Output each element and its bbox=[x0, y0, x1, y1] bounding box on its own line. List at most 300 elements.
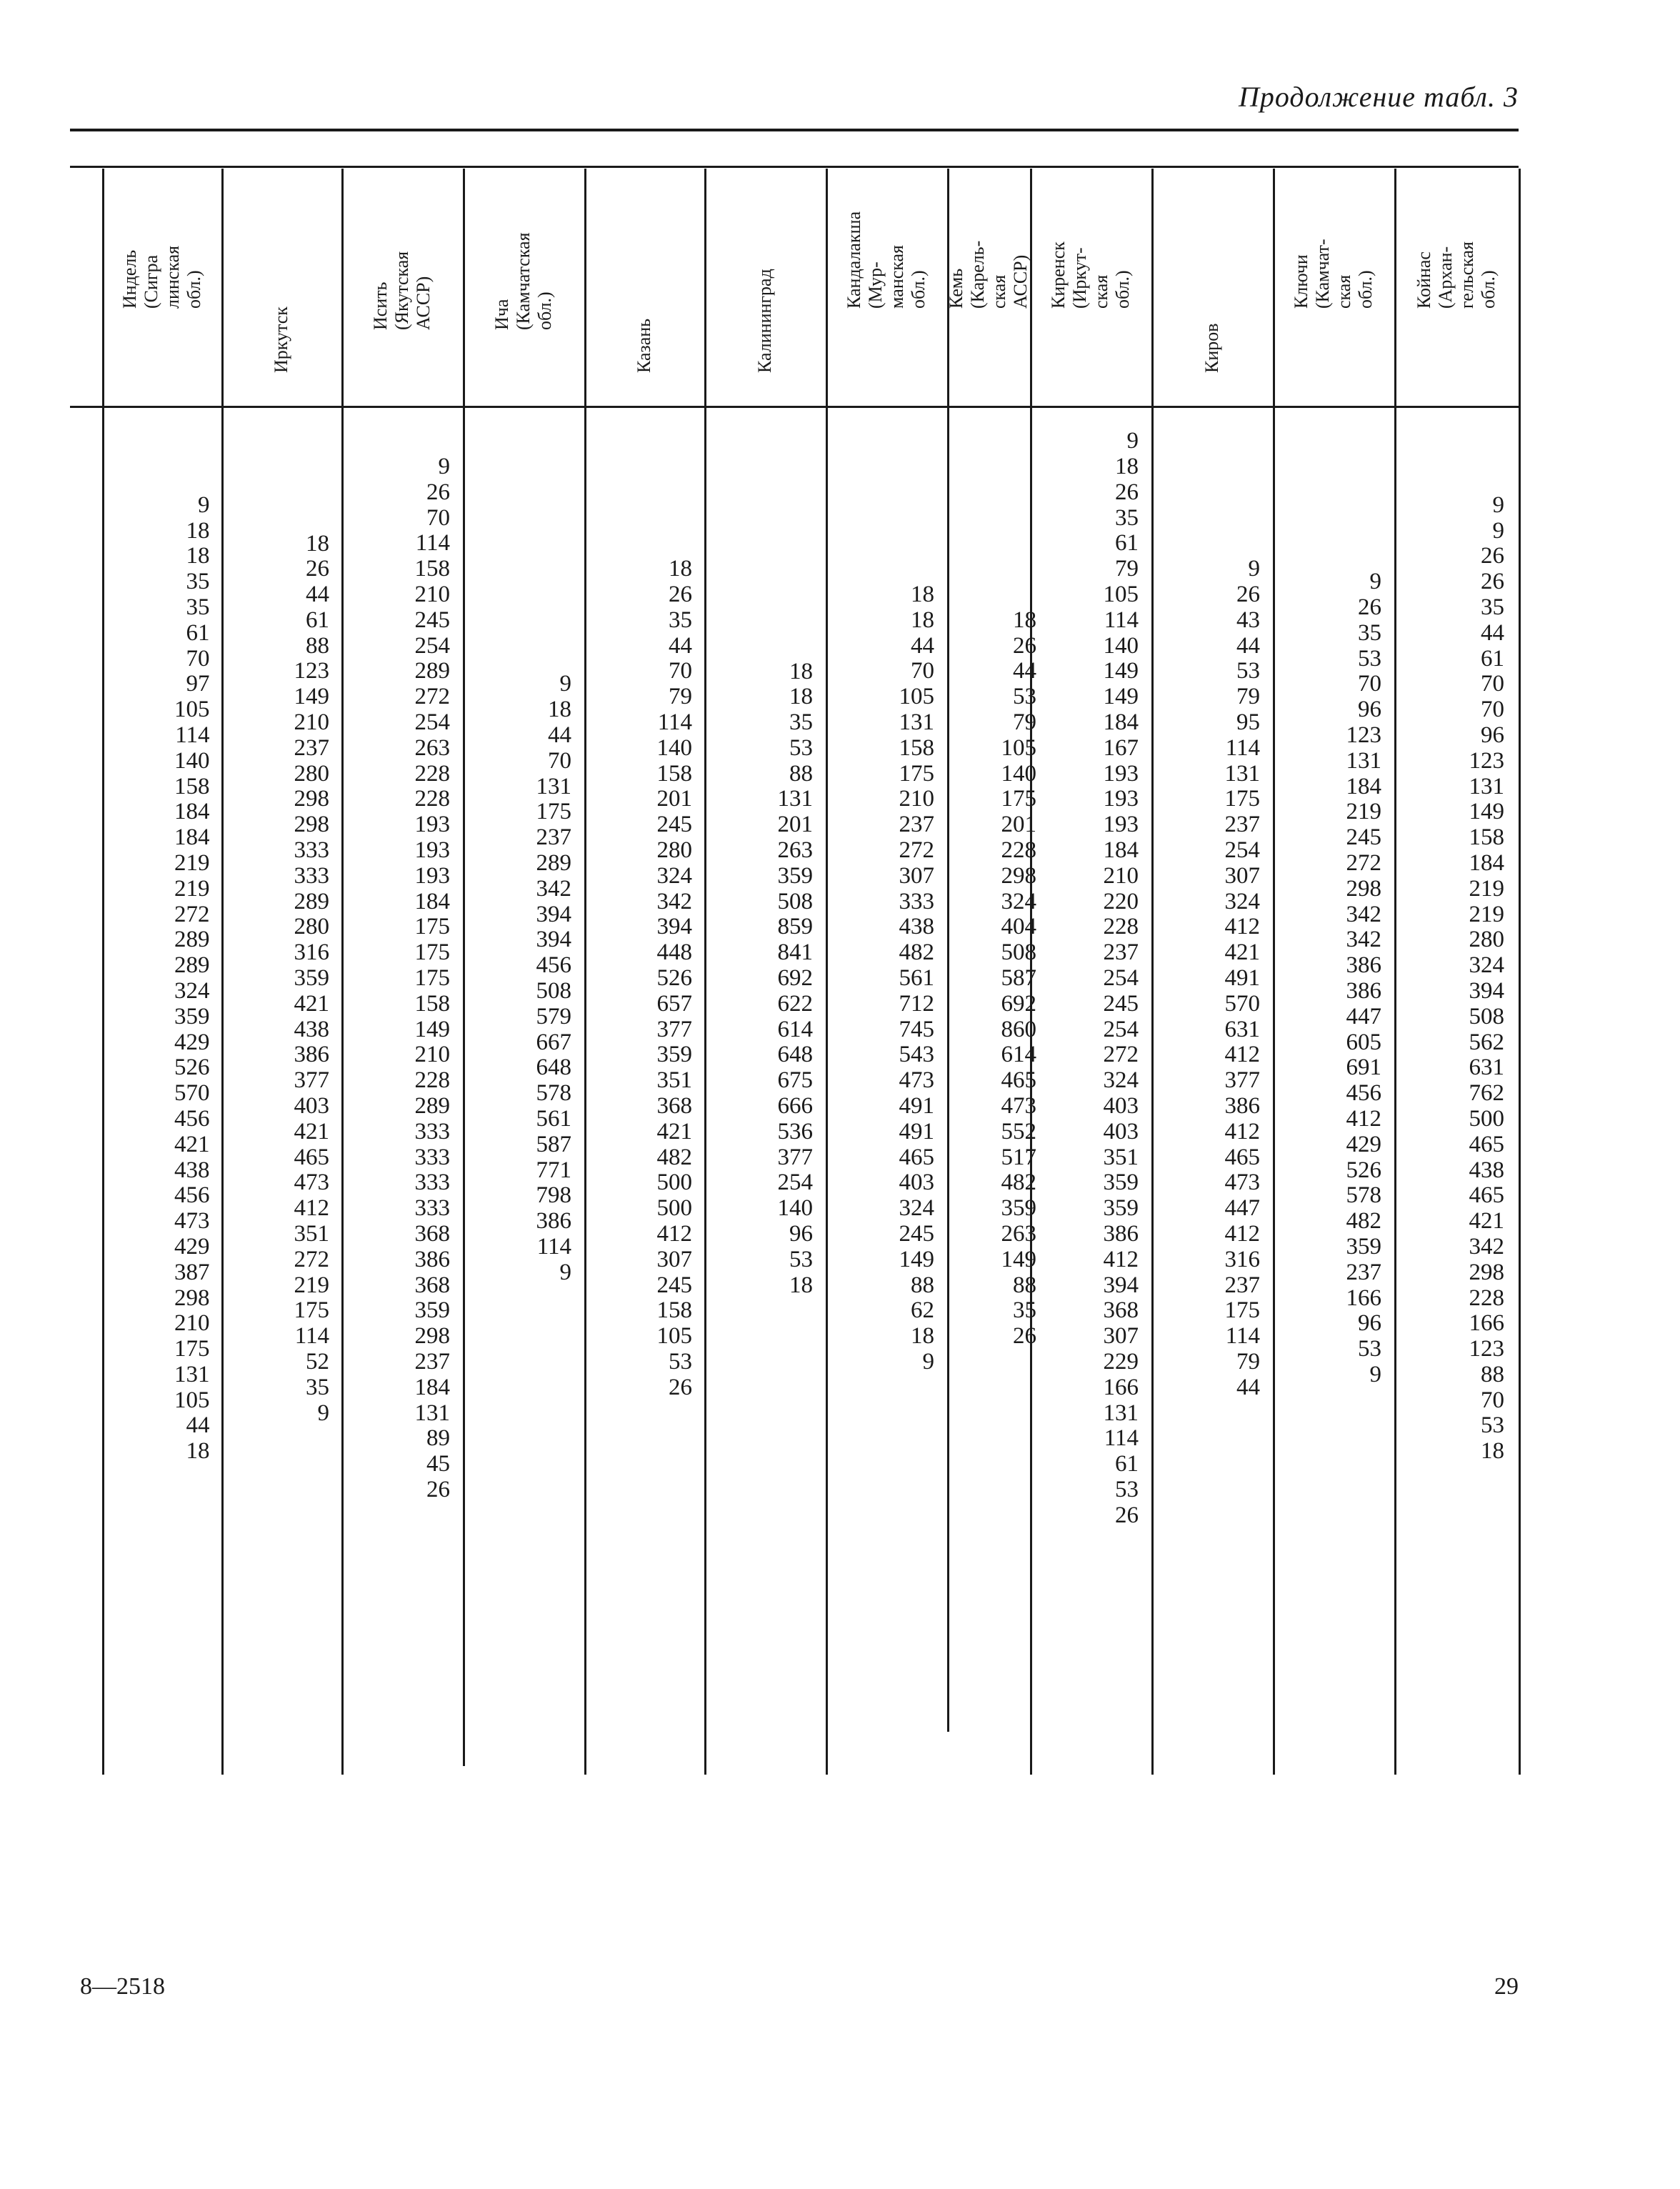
data-cell: 44 bbox=[306, 582, 329, 608]
data-cell: 18 bbox=[1013, 607, 1036, 633]
data-cell: 473 bbox=[899, 1067, 934, 1094]
data-cell: 9 bbox=[1492, 517, 1504, 544]
data-cell: 456 bbox=[174, 1105, 210, 1132]
data-cell: 280 bbox=[294, 760, 329, 787]
data-cell: 184 bbox=[174, 799, 210, 825]
data-cell: 26 bbox=[669, 1374, 692, 1400]
data-cell: 114 bbox=[1104, 607, 1139, 633]
data-cell: 667 bbox=[536, 1029, 571, 1055]
data-cell: 220 bbox=[1103, 888, 1139, 914]
data-cell: 9 bbox=[559, 1259, 571, 1285]
data-cell: 175 bbox=[414, 914, 450, 940]
data-cell: 9 bbox=[1248, 556, 1260, 582]
data-cell: 438 bbox=[899, 914, 934, 940]
header-bottom-rule bbox=[70, 406, 1519, 408]
data-cell: 18 bbox=[911, 582, 934, 608]
data-cell: 131 bbox=[1103, 1400, 1139, 1426]
data-column bbox=[222, 532, 329, 1427]
data-cell: 184 bbox=[1346, 773, 1381, 799]
data-cell: 570 bbox=[174, 1080, 210, 1107]
data-cell: 53 bbox=[789, 734, 813, 761]
page-number: 29 bbox=[1494, 1973, 1519, 2000]
data-cell: 158 bbox=[1469, 824, 1504, 851]
data-cell: 307 bbox=[1224, 862, 1260, 889]
data-cell: 131 bbox=[1224, 760, 1260, 787]
data-cell: 228 bbox=[414, 786, 450, 812]
data-cell: 105 bbox=[1103, 582, 1139, 608]
data-cell: 158 bbox=[656, 760, 692, 787]
data-cell: 140 bbox=[656, 734, 692, 761]
data-cell: 412 bbox=[1346, 1105, 1381, 1132]
data-cell: 166 bbox=[1103, 1374, 1139, 1400]
column-divider bbox=[1394, 169, 1396, 1775]
data-cell: 26 bbox=[1013, 632, 1036, 659]
data-cell: 622 bbox=[777, 990, 813, 1017]
data-cell: 184 bbox=[414, 1374, 450, 1400]
data-cell: 166 bbox=[1469, 1310, 1504, 1337]
data-cell: 798 bbox=[536, 1182, 571, 1209]
data-cell: 491 bbox=[1224, 965, 1260, 992]
data-cell: 140 bbox=[1001, 760, 1036, 787]
data-cell: 438 bbox=[1469, 1157, 1504, 1183]
data-cell: 359 bbox=[656, 1042, 692, 1068]
data-cell: 70 bbox=[669, 658, 692, 684]
data-cell: 745 bbox=[899, 1016, 934, 1042]
data-cell: 105 bbox=[174, 1387, 210, 1413]
data-cell: 18 bbox=[1481, 1438, 1504, 1465]
data-cell: 97 bbox=[186, 671, 210, 697]
data-cell: 18 bbox=[1115, 454, 1139, 480]
column-header bbox=[947, 169, 1030, 404]
data-cell: 587 bbox=[1001, 965, 1036, 992]
data-cell: 482 bbox=[656, 1144, 692, 1170]
data-cell: 263 bbox=[1001, 1221, 1036, 1247]
data-cell: 324 bbox=[899, 1195, 934, 1222]
data-cell: 859 bbox=[777, 914, 813, 940]
data-cell: 526 bbox=[174, 1054, 210, 1081]
data-cell: 526 bbox=[656, 965, 692, 992]
data-cell: 26 bbox=[669, 582, 692, 608]
data-cell: 359 bbox=[777, 862, 813, 889]
data-cell: 245 bbox=[656, 1272, 692, 1298]
data-cell: 26 bbox=[426, 479, 450, 505]
data-cell: 228 bbox=[1469, 1285, 1504, 1311]
data-cell: 44 bbox=[1013, 658, 1036, 684]
data-cell: 9 bbox=[922, 1349, 934, 1375]
data-cell: 89 bbox=[426, 1425, 450, 1452]
continuation-caption: Продолжение табл. 3 bbox=[1238, 81, 1519, 113]
data-cell: 149 bbox=[1103, 658, 1139, 684]
data-cell: 9 bbox=[559, 671, 571, 697]
data-cell: 70 bbox=[1481, 697, 1504, 723]
data-cell: 465 bbox=[1469, 1131, 1504, 1157]
data-cell: 359 bbox=[174, 1003, 210, 1029]
data-cell: 359 bbox=[1103, 1170, 1139, 1196]
data-cell: 438 bbox=[174, 1157, 210, 1183]
data-cell: 114 bbox=[1104, 1425, 1139, 1452]
data-cell: 219 bbox=[1469, 875, 1504, 902]
data-cell: 26 bbox=[1358, 594, 1381, 620]
data-cell: 404 bbox=[1001, 914, 1036, 940]
data-cell: 324 bbox=[1469, 952, 1504, 979]
data-cell: 394 bbox=[656, 914, 692, 940]
data-cell: 88 bbox=[306, 632, 329, 659]
data-cell: 526 bbox=[1346, 1157, 1381, 1183]
table-top-rule bbox=[70, 166, 1519, 168]
data-cell: 482 bbox=[1001, 1170, 1036, 1196]
data-cell: 412 bbox=[294, 1195, 329, 1222]
data-cell: 421 bbox=[174, 1131, 210, 1157]
data-cell: 412 bbox=[1103, 1246, 1139, 1272]
data-cell: 359 bbox=[294, 965, 329, 992]
data-cell: 184 bbox=[1103, 837, 1139, 864]
data-cell: 26 bbox=[1481, 543, 1504, 569]
data-cell: 587 bbox=[536, 1131, 571, 1157]
data-cell: 552 bbox=[1001, 1118, 1036, 1145]
data-cell: 35 bbox=[186, 594, 210, 620]
data-cell: 860 bbox=[1001, 1016, 1036, 1042]
data-cell: 96 bbox=[1358, 697, 1381, 723]
data-cell: 500 bbox=[656, 1170, 692, 1196]
data-cell: 648 bbox=[536, 1054, 571, 1081]
data-cell: 131 bbox=[414, 1400, 450, 1426]
data-cell: 412 bbox=[1224, 914, 1260, 940]
data-cell: 386 bbox=[536, 1208, 571, 1235]
data-cell: 123 bbox=[1469, 747, 1504, 774]
column-header-label: Ича (Камчатская обл.) bbox=[491, 232, 555, 330]
data-cell: 368 bbox=[414, 1221, 450, 1247]
data-cell: 666 bbox=[777, 1093, 813, 1120]
data-cell: 219 bbox=[1346, 799, 1381, 825]
data-cell: 53 bbox=[669, 1349, 692, 1375]
data-cell: 175 bbox=[1224, 786, 1260, 812]
data-cell: 421 bbox=[294, 990, 329, 1017]
data-cell: 298 bbox=[1469, 1259, 1504, 1285]
data-cell: 79 bbox=[1236, 684, 1260, 710]
data-cell: 333 bbox=[414, 1195, 450, 1222]
data-cell: 333 bbox=[294, 837, 329, 864]
data-cell: 79 bbox=[1115, 556, 1139, 582]
column-header bbox=[221, 169, 341, 404]
data-cell: 35 bbox=[1358, 619, 1381, 646]
data-cell: 184 bbox=[414, 888, 450, 914]
data-cell: 307 bbox=[899, 862, 934, 889]
data-cell: 9 bbox=[198, 492, 210, 518]
data-cell: 386 bbox=[414, 1246, 450, 1272]
data-cell: 368 bbox=[414, 1272, 450, 1298]
data-cell: 149 bbox=[899, 1246, 934, 1272]
data-cell: 465 bbox=[1224, 1144, 1260, 1170]
data-cell: 712 bbox=[899, 990, 934, 1017]
data-cell: 631 bbox=[1469, 1054, 1504, 1081]
data-cell: 140 bbox=[777, 1195, 813, 1222]
data-cell: 70 bbox=[911, 658, 934, 684]
data-cell: 79 bbox=[669, 684, 692, 710]
data-cell: 245 bbox=[414, 607, 450, 633]
data-cell: 841 bbox=[777, 939, 813, 966]
data-column bbox=[464, 672, 571, 1285]
data-column bbox=[585, 557, 692, 1400]
data-cell: 289 bbox=[536, 849, 571, 876]
data-cell: 245 bbox=[1103, 990, 1139, 1017]
data-cell: 543 bbox=[899, 1042, 934, 1068]
data-column bbox=[706, 659, 813, 1299]
data-cell: 228 bbox=[1103, 914, 1139, 940]
data-cell: 131 bbox=[777, 786, 813, 812]
data-cell: 368 bbox=[1103, 1297, 1139, 1324]
data-cell: 18 bbox=[669, 556, 692, 582]
signature-mark: 8—2518 bbox=[80, 1973, 165, 2000]
data-cell: 254 bbox=[777, 1170, 813, 1196]
data-cell: 158 bbox=[174, 773, 210, 799]
data-cell: 210 bbox=[414, 1042, 450, 1068]
data-cell: 175 bbox=[174, 1336, 210, 1362]
data-cell: 517 bbox=[1001, 1144, 1036, 1170]
data-cell: 114 bbox=[415, 530, 450, 557]
data-cell: 387 bbox=[174, 1259, 210, 1285]
data-cell: 342 bbox=[656, 888, 692, 914]
data-cell: 228 bbox=[1001, 837, 1036, 864]
data-cell: 412 bbox=[1224, 1042, 1260, 1068]
data-cell: 631 bbox=[1224, 1016, 1260, 1042]
data-cell: 675 bbox=[777, 1067, 813, 1094]
data-cell: 219 bbox=[294, 1272, 329, 1298]
data-cell: 359 bbox=[1346, 1233, 1381, 1260]
data-cell: 333 bbox=[899, 888, 934, 914]
data-cell: 289 bbox=[174, 927, 210, 953]
data-cell: 105 bbox=[174, 697, 210, 723]
data-cell: 62 bbox=[911, 1297, 934, 1324]
data-cell: 52 bbox=[306, 1349, 329, 1375]
data-cell: 245 bbox=[1346, 824, 1381, 851]
data-cell: 193 bbox=[1103, 760, 1139, 787]
data-cell: 96 bbox=[1358, 1310, 1381, 1337]
data-cell: 193 bbox=[414, 837, 450, 864]
column-header bbox=[1394, 169, 1519, 404]
data-cell: 237 bbox=[294, 734, 329, 761]
data-cell: 140 bbox=[174, 747, 210, 774]
data-cell: 412 bbox=[1224, 1221, 1260, 1247]
column-header-label: Ключи (Камчат- ская обл.) bbox=[1291, 239, 1376, 309]
data-column bbox=[929, 608, 1036, 1350]
column-header bbox=[102, 169, 221, 404]
data-cell: 614 bbox=[777, 1016, 813, 1042]
data-cell: 210 bbox=[294, 709, 329, 736]
data-cell: 167 bbox=[1103, 734, 1139, 761]
data-cell: 88 bbox=[1013, 1272, 1036, 1298]
data-cell: 438 bbox=[294, 1016, 329, 1042]
data-cell: 44 bbox=[911, 632, 934, 659]
data-cell: 53 bbox=[1115, 1476, 1139, 1502]
data-cell: 229 bbox=[1103, 1348, 1139, 1375]
data-cell: 280 bbox=[1469, 927, 1504, 953]
data-cell: 421 bbox=[656, 1118, 692, 1145]
column-header-label: Киренск (Иркут- ская обл.) bbox=[1048, 241, 1133, 309]
data-cell: 482 bbox=[1346, 1208, 1381, 1235]
data-cell: 105 bbox=[899, 684, 934, 710]
data-column bbox=[1153, 557, 1260, 1400]
data-cell: 491 bbox=[899, 1093, 934, 1120]
data-cell: 324 bbox=[1224, 888, 1260, 914]
data-cell: 254 bbox=[1103, 965, 1139, 992]
data-cell: 579 bbox=[536, 1003, 571, 1029]
data-cell: 114 bbox=[657, 709, 692, 736]
data-column bbox=[1274, 569, 1381, 1388]
data-cell: 762 bbox=[1469, 1080, 1504, 1107]
data-cell: 193 bbox=[414, 812, 450, 838]
data-cell: 307 bbox=[656, 1246, 692, 1272]
column-header-label: Киров bbox=[1201, 323, 1222, 373]
data-cell: 324 bbox=[1103, 1067, 1139, 1094]
data-cell: 158 bbox=[414, 556, 450, 582]
data-cell: 578 bbox=[1346, 1182, 1381, 1209]
data-cell: 61 bbox=[1481, 645, 1504, 672]
data-cell: 394 bbox=[1103, 1272, 1139, 1298]
data-cell: 500 bbox=[1469, 1105, 1504, 1132]
data-cell: 377 bbox=[656, 1016, 692, 1042]
data-cell: 456 bbox=[536, 952, 571, 979]
data-cell: 35 bbox=[306, 1374, 329, 1400]
data-cell: 149 bbox=[1103, 684, 1139, 710]
data-cell: 351 bbox=[1103, 1144, 1139, 1170]
data-cell: 473 bbox=[294, 1170, 329, 1196]
data-cell: 289 bbox=[294, 888, 329, 914]
data-cell: 429 bbox=[1346, 1131, 1381, 1157]
data-cell: 403 bbox=[294, 1093, 329, 1120]
data-cell: 298 bbox=[414, 1323, 450, 1350]
data-cell: 210 bbox=[899, 786, 934, 812]
data-cell: 368 bbox=[656, 1093, 692, 1120]
data-cell: 691 bbox=[1346, 1054, 1381, 1081]
data-cell: 377 bbox=[294, 1067, 329, 1094]
data-cell: 44 bbox=[548, 722, 571, 748]
data-cell: 280 bbox=[294, 914, 329, 940]
data-column bbox=[827, 582, 934, 1375]
data-cell: 26 bbox=[1481, 569, 1504, 595]
data-cell: 26 bbox=[1236, 582, 1260, 608]
column-header bbox=[704, 169, 826, 404]
data-cell: 456 bbox=[174, 1182, 210, 1209]
data-cell: 175 bbox=[414, 965, 450, 992]
data-cell: 245 bbox=[656, 812, 692, 838]
data-cell: 237 bbox=[1224, 1272, 1260, 1298]
data-cell: 500 bbox=[656, 1195, 692, 1222]
data-cell: 429 bbox=[174, 1029, 210, 1055]
data-cell: 237 bbox=[899, 812, 934, 838]
data-cell: 605 bbox=[1346, 1029, 1381, 1055]
data-cell: 184 bbox=[174, 824, 210, 851]
data-cell: 114 bbox=[536, 1233, 571, 1260]
data-cell: 289 bbox=[414, 658, 450, 684]
data-cell: 9 bbox=[438, 454, 450, 480]
data-cell: 184 bbox=[1469, 849, 1504, 876]
data-cell: 131 bbox=[1469, 773, 1504, 799]
data-cell: 429 bbox=[174, 1233, 210, 1260]
data-cell: 105 bbox=[656, 1323, 692, 1350]
data-cell: 473 bbox=[1001, 1093, 1036, 1120]
data-cell: 61 bbox=[186, 619, 210, 646]
data-cell: 140 bbox=[1103, 632, 1139, 659]
data-cell: 561 bbox=[536, 1105, 571, 1132]
column-header-label: Индель (Сигра линская обл.) bbox=[119, 245, 204, 309]
data-cell: 561 bbox=[899, 965, 934, 992]
data-cell: 9 bbox=[1369, 1361, 1381, 1387]
data-cell: 53 bbox=[1236, 658, 1260, 684]
data-cell: 473 bbox=[174, 1208, 210, 1235]
data-cell: 508 bbox=[1469, 1003, 1504, 1029]
data-cell: 394 bbox=[536, 901, 571, 927]
data-cell: 44 bbox=[1236, 1374, 1260, 1400]
column-header bbox=[1030, 169, 1151, 404]
data-cell: 26 bbox=[1013, 1323, 1036, 1350]
data-cell: 578 bbox=[536, 1080, 571, 1107]
data-cell: 342 bbox=[1469, 1233, 1504, 1260]
data-cell: 237 bbox=[1103, 939, 1139, 966]
data-cell: 272 bbox=[174, 901, 210, 927]
data-cell: 201 bbox=[656, 786, 692, 812]
data-column bbox=[343, 454, 450, 1503]
data-cell: 254 bbox=[414, 709, 450, 736]
data-cell: 175 bbox=[899, 760, 934, 787]
data-cell: 412 bbox=[656, 1221, 692, 1247]
data-cell: 193 bbox=[1103, 812, 1139, 838]
data-cell: 386 bbox=[1346, 952, 1381, 979]
column-header bbox=[341, 169, 463, 404]
data-cell: 45 bbox=[426, 1451, 450, 1477]
data-cell: 298 bbox=[294, 812, 329, 838]
data-cell: 53 bbox=[789, 1246, 813, 1272]
data-cell: 570 bbox=[1224, 990, 1260, 1017]
data-cell: 201 bbox=[777, 812, 813, 838]
data-cell: 26 bbox=[306, 556, 329, 582]
data-cell: 35 bbox=[669, 607, 692, 633]
data-cell: 44 bbox=[186, 1412, 210, 1439]
data-cell: 351 bbox=[656, 1067, 692, 1094]
data-cell: 175 bbox=[536, 799, 571, 825]
data-cell: 491 bbox=[899, 1118, 934, 1145]
data-cell: 692 bbox=[1001, 990, 1036, 1017]
data-cell: 614 bbox=[1001, 1042, 1036, 1068]
data-cell: 184 bbox=[1103, 709, 1139, 736]
data-cell: 88 bbox=[911, 1272, 934, 1298]
data-cell: 359 bbox=[1001, 1195, 1036, 1222]
data-cell: 465 bbox=[294, 1144, 329, 1170]
data-cell: 35 bbox=[1481, 594, 1504, 620]
column-header bbox=[1151, 169, 1273, 404]
data-cell: 53 bbox=[1481, 1412, 1504, 1439]
data-cell: 9 bbox=[1369, 569, 1381, 595]
data-cell: 324 bbox=[174, 977, 210, 1004]
data-cell: 26 bbox=[1115, 1502, 1139, 1528]
column-header-label: Калининград bbox=[754, 269, 775, 373]
data-cell: 61 bbox=[1115, 1451, 1139, 1477]
data-cell: 201 bbox=[1001, 812, 1036, 838]
data-cell: 18 bbox=[789, 1272, 813, 1298]
data-cell: 377 bbox=[777, 1144, 813, 1170]
data-cell: 131 bbox=[536, 773, 571, 799]
data-cell: 254 bbox=[1224, 837, 1260, 864]
data-cell: 70 bbox=[186, 645, 210, 672]
data-cell: 342 bbox=[1346, 927, 1381, 953]
data-cell: 158 bbox=[414, 990, 450, 1017]
data-cell: 158 bbox=[656, 1297, 692, 1324]
data-cell: 123 bbox=[1346, 722, 1381, 748]
column-header bbox=[1273, 169, 1394, 404]
data-cell: 219 bbox=[1469, 901, 1504, 927]
data-cell: 447 bbox=[1346, 1003, 1381, 1029]
top-rule bbox=[70, 129, 1519, 131]
data-column bbox=[103, 493, 210, 1465]
